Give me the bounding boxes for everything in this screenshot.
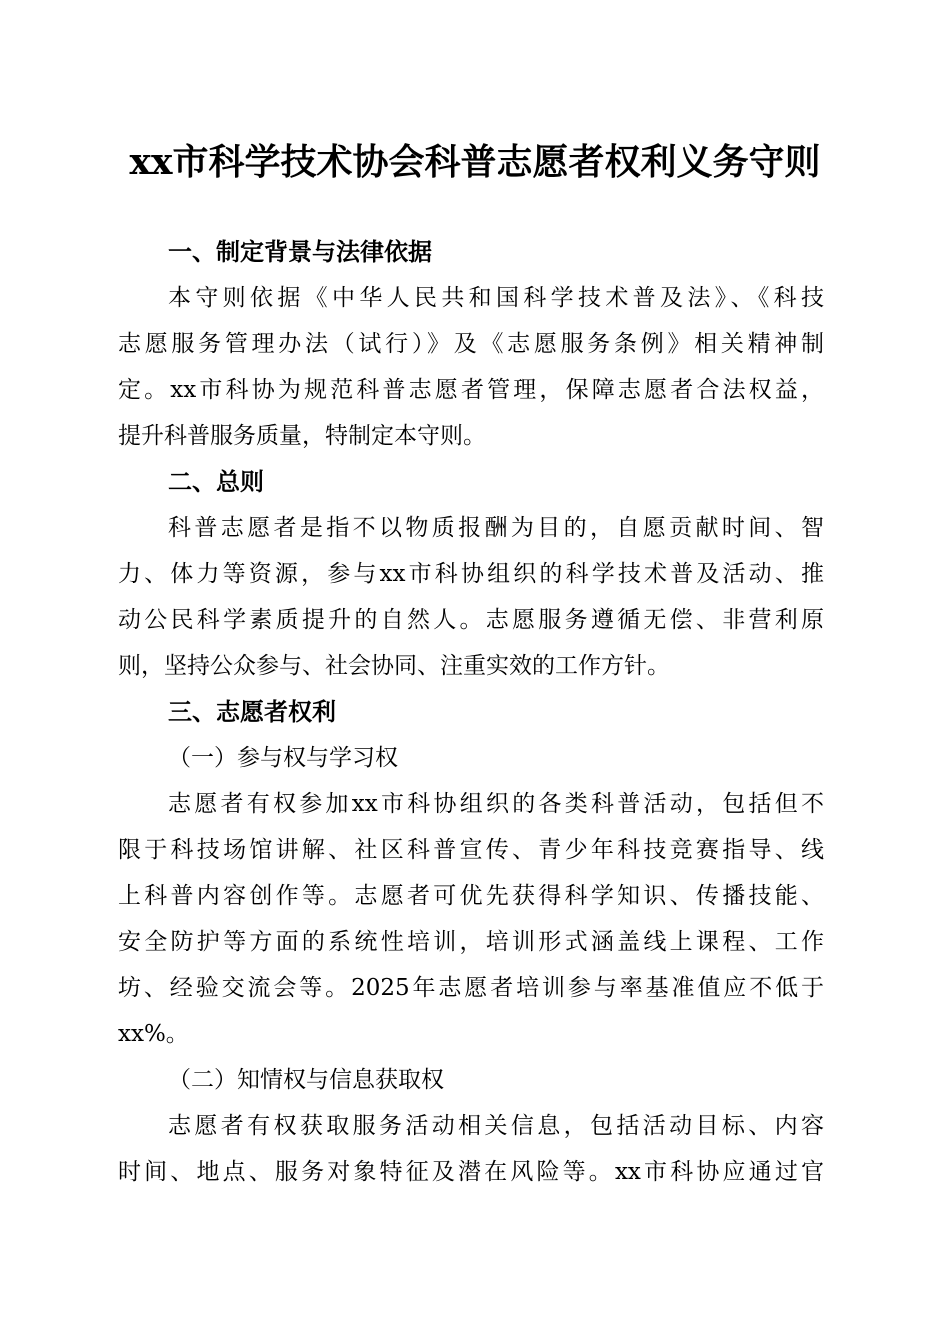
- subsection-heading: （一）参与权与学习权: [168, 745, 398, 771]
- paragraph-line: 力、体力等资源，参与xx市科协组织的科学技术普及活动、推: [118, 561, 824, 587]
- paragraph-line: 提升科普服务质量，特制定本守则。: [118, 423, 486, 449]
- section-heading: 一、制定背景与法律依据: [168, 238, 432, 266]
- paragraph: [118, 781, 824, 1057]
- paragraph-line: 定。xx市科协为规范科普志愿者管理，保障志愿者合法权益，: [118, 377, 824, 403]
- section-general-provisions: [118, 459, 824, 689]
- section-background-legal-basis: [118, 229, 824, 459]
- subsection-heading: （二）知情权与信息获取权: [168, 1067, 444, 1093]
- paragraph-line: 限于科技场馆讲解、社区科普宣传、青少年科技竞赛指导、线: [118, 837, 824, 863]
- section-volunteer-rights: [118, 689, 824, 1195]
- paragraph-line: 动公民科学素质提升的自然人。志愿服务遵循无偿、非营利原: [118, 607, 824, 633]
- paragraph-line: 上科普内容创作等。志愿者可优先获得科学知识、传播技能、: [118, 883, 824, 909]
- paragraph-line: 则，坚持公众参与、社会协同、注重实效的工作方针。: [118, 653, 670, 679]
- paragraph-line: 安全防护等方面的系统性培训，培训形式涵盖线上课程、工作: [118, 929, 824, 955]
- paragraph-line: 本守则依据《中华人民共和国科学技术普及法》、《科技: [168, 285, 824, 311]
- paragraph-line: 志愿者有权获取服务活动相关信息，包括活动目标、内容: [168, 1113, 824, 1139]
- paragraph-line: xx%。: [118, 1021, 189, 1047]
- subsection-participation-learning: [118, 735, 824, 1057]
- paragraph-line: 科普志愿者是指不以物质报酬为目的，自愿贡献时间、智: [168, 515, 824, 541]
- paragraph: [118, 505, 824, 689]
- paragraph: [118, 1103, 824, 1195]
- document-title: xx市科学技术协会科普志愿者权利义务守则: [129, 141, 821, 183]
- paragraph-line: 志愿服务管理办法（试行）》及《志愿服务条例》相关精神制: [118, 331, 824, 357]
- document-body: [118, 229, 824, 1195]
- paragraph-line: 志愿者有权参加xx市科协组织的各类科普活动，包括但不: [168, 791, 824, 817]
- section-heading: 三、志愿者权利: [168, 698, 336, 726]
- paragraph-line: 坊、经验交流会等。2025年志愿者培训参与率基准值应不低于: [118, 975, 824, 1001]
- section-heading: 二、总则: [168, 468, 264, 496]
- paragraph-line: 时间、地点、服务对象特征及潜在风险等。xx市科协应通过官: [118, 1159, 824, 1185]
- subsection-right-to-information: [118, 1057, 824, 1195]
- paragraph: [118, 275, 824, 459]
